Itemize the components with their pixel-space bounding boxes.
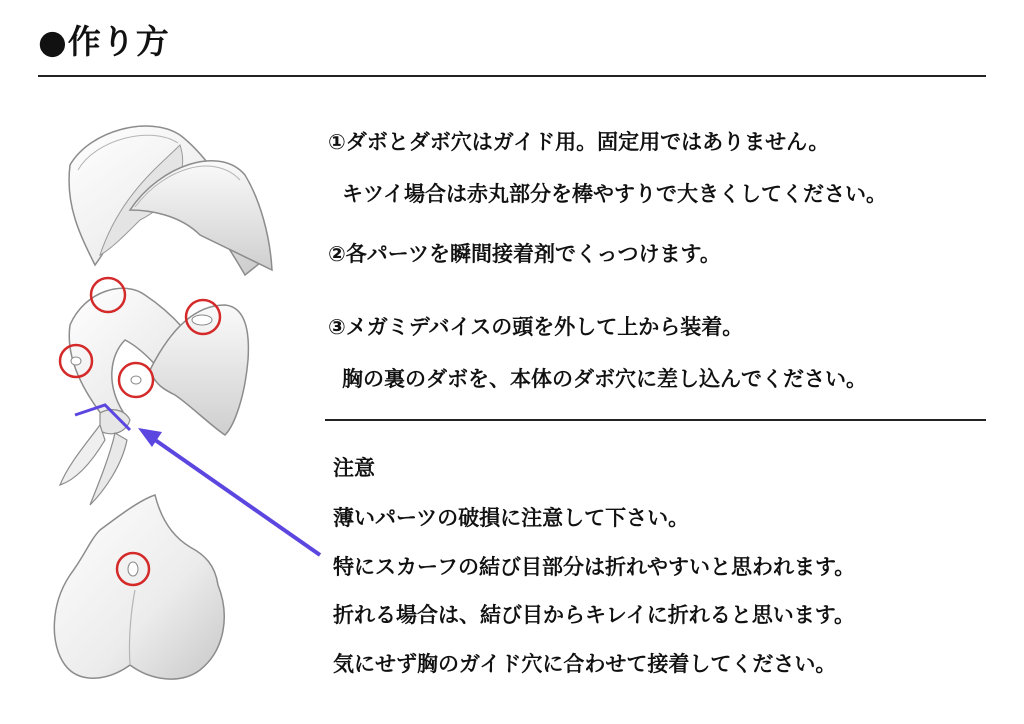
scarf-part <box>60 278 248 505</box>
chest-part <box>54 495 224 679</box>
section-divider <box>325 419 986 421</box>
instruction-line: 胸の裏のダボを、本体のダボ穴に差し込んでください。 <box>342 367 867 391</box>
caution-line: 薄いパーツの破損に注意して下さい。 <box>333 506 690 530</box>
caution-heading: 注意 <box>333 456 375 480</box>
instruction-line: キツイ場合は赤丸部分を棒やすりで大きくしてください。 <box>342 182 887 206</box>
collar-part <box>69 126 272 275</box>
caution-line: 気にせず胸のガイド穴に合わせて接着してください。 <box>333 652 837 676</box>
page-title: ●作り方 <box>38 22 170 61</box>
instruction-line: ③メガミデバイスの頭を外して上から装着。 <box>328 315 744 339</box>
caution-line: 折れる場合は、結び目からキレイに折れると思います。 <box>333 603 856 627</box>
parts-illustration <box>30 95 360 715</box>
title-divider <box>38 75 986 77</box>
instruction-line: ②各パーツを瞬間接着剤でくっつけます。 <box>328 242 721 266</box>
instruction-line: ①ダボとダボ穴はガイド用。固定用ではありません。 <box>328 130 830 154</box>
caution-line: 特にスカーフの結び目部分は折れやすいと思われます。 <box>333 555 856 579</box>
